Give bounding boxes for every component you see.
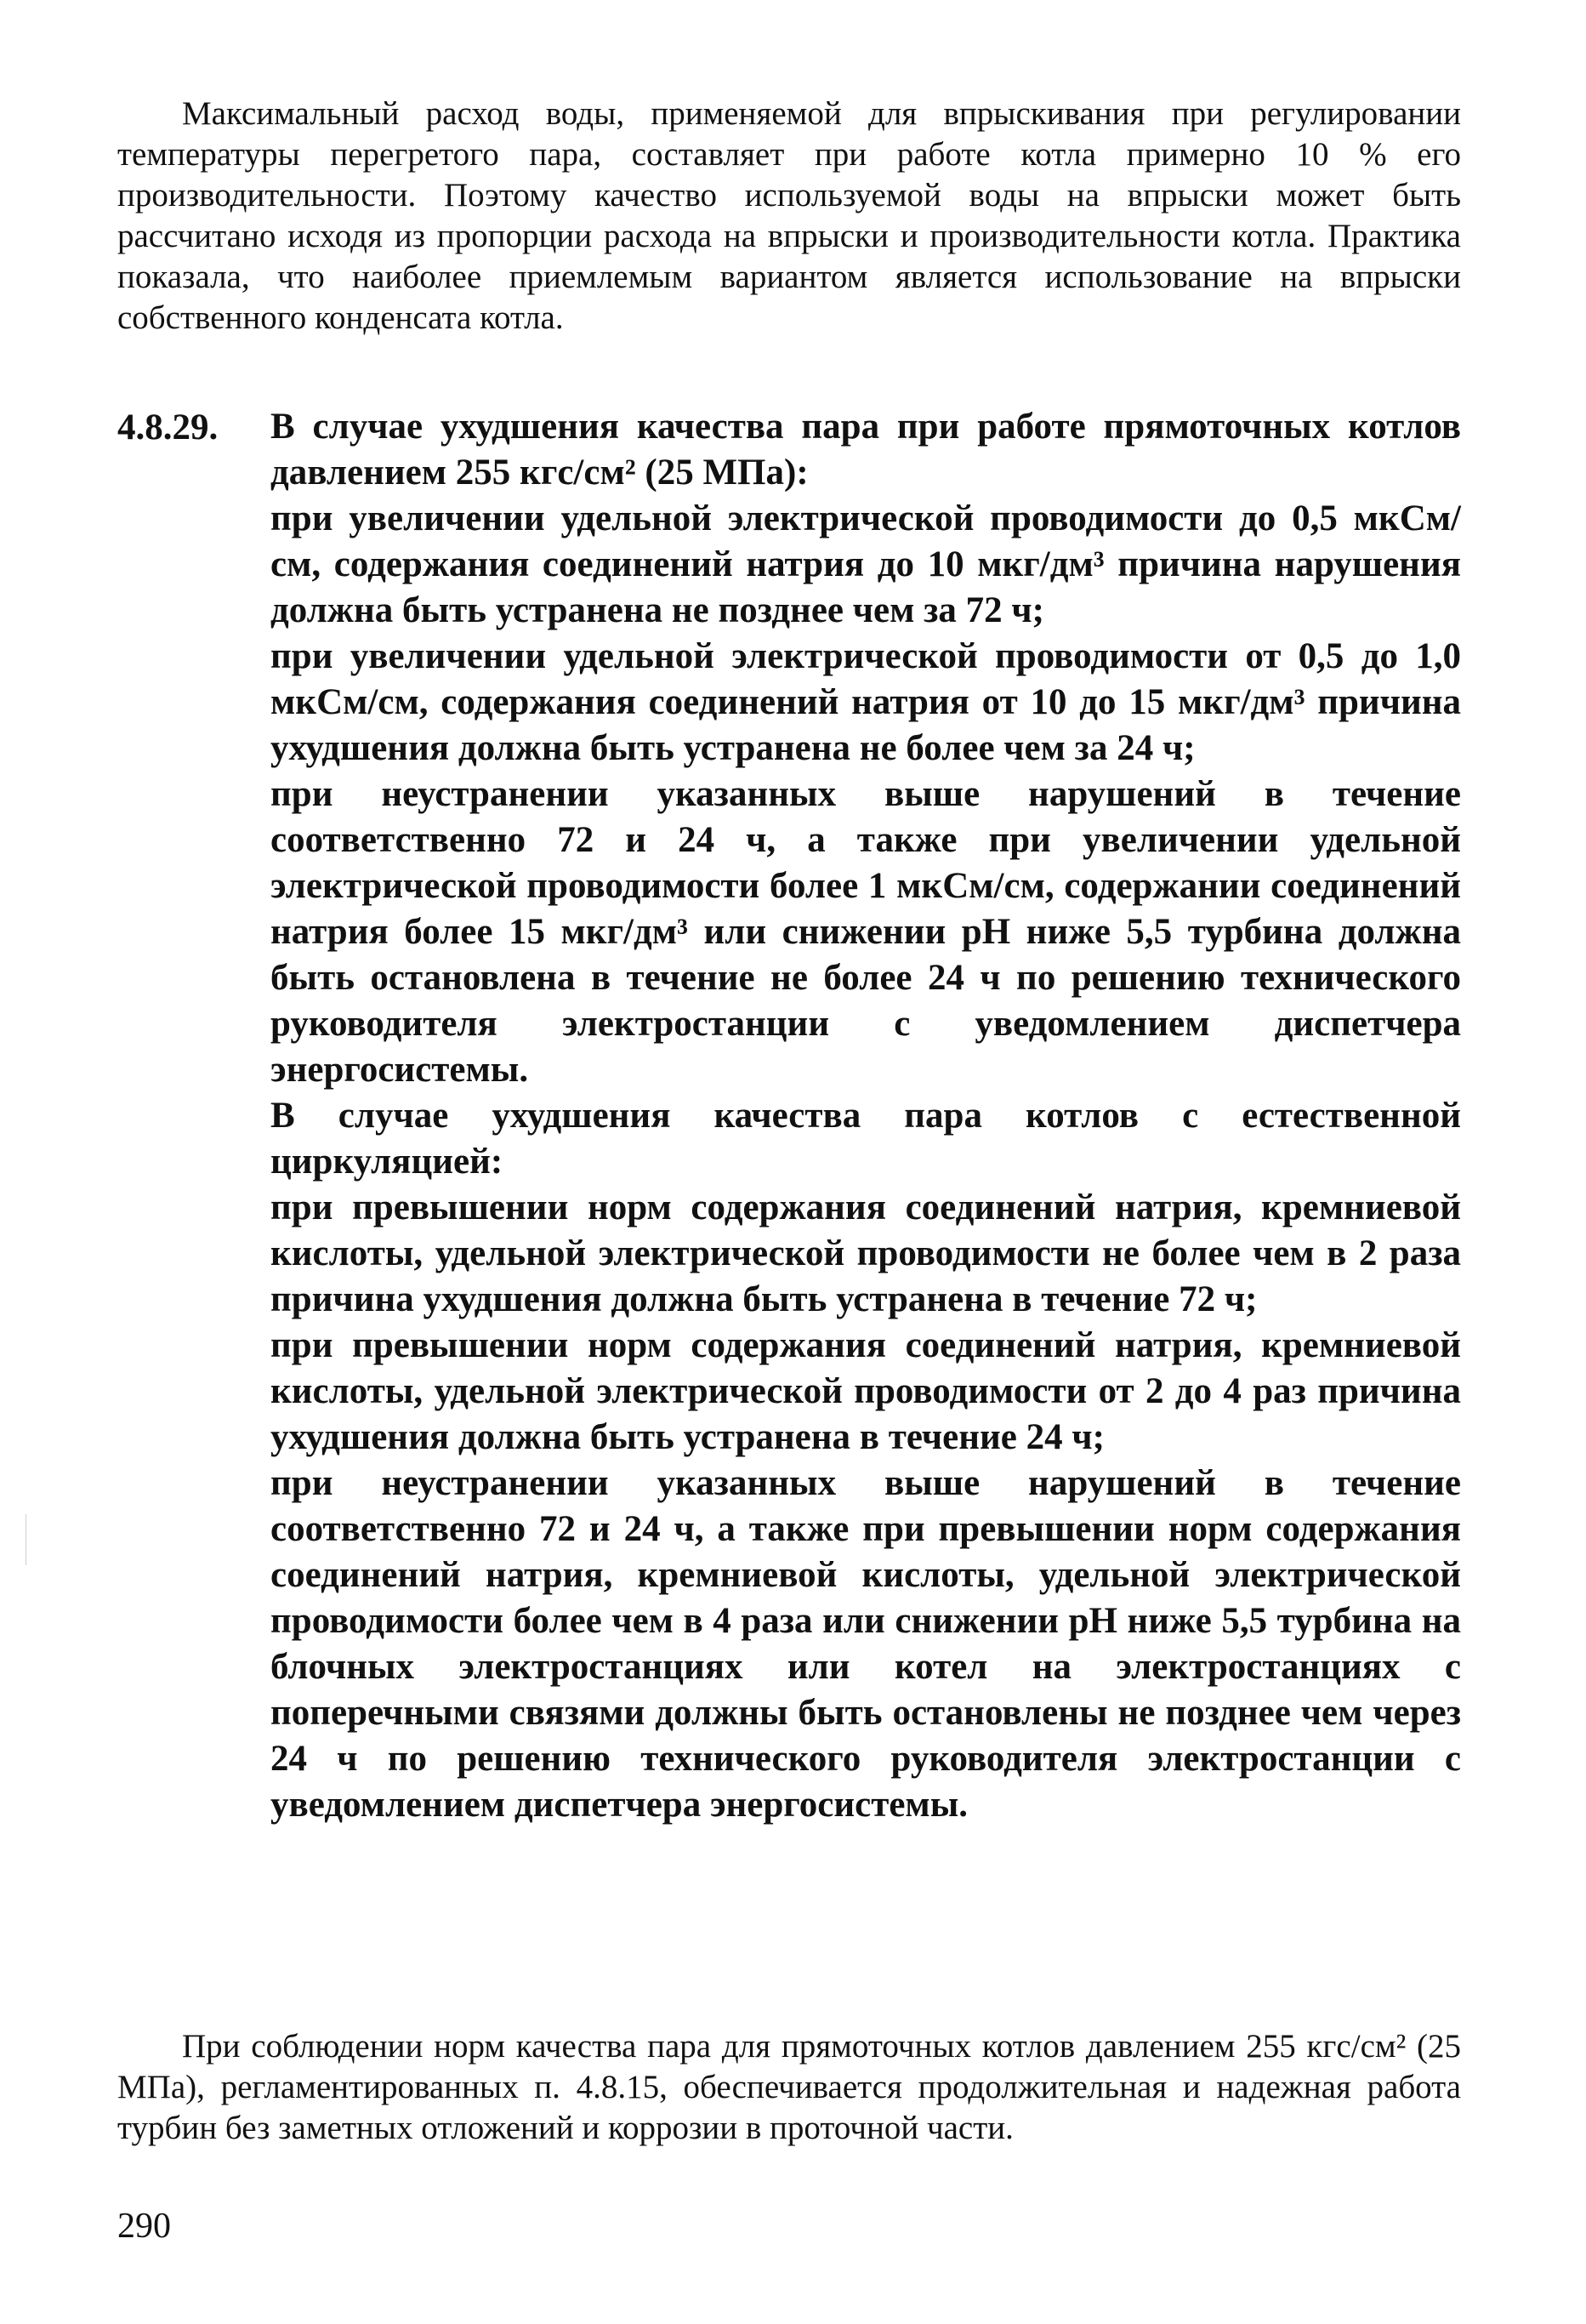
intro-paragraph: Максимальный расход воды, применяемой для впрыскивания при регулировании температуры перегретого пара, составляет при работе котла примерно 10 % его производительности. Поэтому качество используемой воды на впрыски может быть рассчитано исходя из пропорции расхода на впрыски и производительности котла. Практика показала, что наиболее приемлемым вариантом является использование на впрыски собственного конденсата котла. <box>117 95 1461 336</box>
section-4-8-29 <box>117 404 1461 1828</box>
section-item: при превышении норм содержания соединений натрия, кремниевой кислоты, удельной электрической проводимости от 2 до 4 раз причина ухудшения должна быть устранена в течение 24 ч; <box>270 1325 1461 1457</box>
section-item: при неустранении указанных выше нарушений в течение соответственно 72 и 24 ч, а также при увеличении удельной электрической проводимости более 1 мкСм/см, содержании соединений натрия более 15 мкг/дм³ или снижении pH ниже 5,5 турбина должна быть остановлена в течение не более 24 ч по решению технического руководителя электростанции с уведомлением диспетчера энергосистемы. <box>270 774 1461 1090</box>
section-body <box>270 404 1461 1828</box>
section-lead: В случае ухудшения качества пара при работе прямоточных котлов давлением 255 кгс/см² (25 МПа): <box>270 407 1461 493</box>
section-item: при увеличении удельной электрической проводимости до 0,5 мкСм/см, содержания соединений натрия до 10 мкг/дм³ причина нарушения должна быть устранена не позднее чем за 72 ч; <box>270 498 1461 630</box>
section-subheading: В случае ухудшения качества пара котлов с естественной циркуляцией: <box>270 1096 1461 1182</box>
section-item: при неустранении указанных выше нарушений в течение соответственно 72 и 24 ч, а также при превышении норм содержания соединений натрия, кремниевой кислоты, удельной электрической проводимости более чем в 4 раза или снижении pH ниже 5,5 турбина на блочных электростанциях или котел на электростанциях с поперечными связями должны быть остановлены не позднее чем через 24 ч по решению технического руководителя электростанции с уведомлением диспетчера энергосистемы. <box>270 1463 1461 1825</box>
outro-paragraph: При соблюдении норм качества пара для прямоточных котлов давлением 255 кгс/см² (25 МПа), регламентированных п. 4.8.15, обеспечивается продолжительная и надежная работа турбин без заметных отложений и коррозии в проточной части. <box>117 2028 1461 2146</box>
section-number: 4.8.29. <box>117 407 219 447</box>
page-number: 290 <box>117 2207 171 2246</box>
section-item: при превышении норм содержания соединений натрия, кремниевой кислоты, удельной электрической проводимости не более чем в 2 раза причина ухудшения должна быть устранена в течение 72 ч; <box>270 1188 1461 1319</box>
section-item: при увеличении удельной электрической проводимости от 0,5 до 1,0 мкСм/см, содержания соединений натрия от 10 до 15 мкг/дм³ причина ухудшения должна быть устранена не более чем за 24 ч; <box>270 636 1461 768</box>
